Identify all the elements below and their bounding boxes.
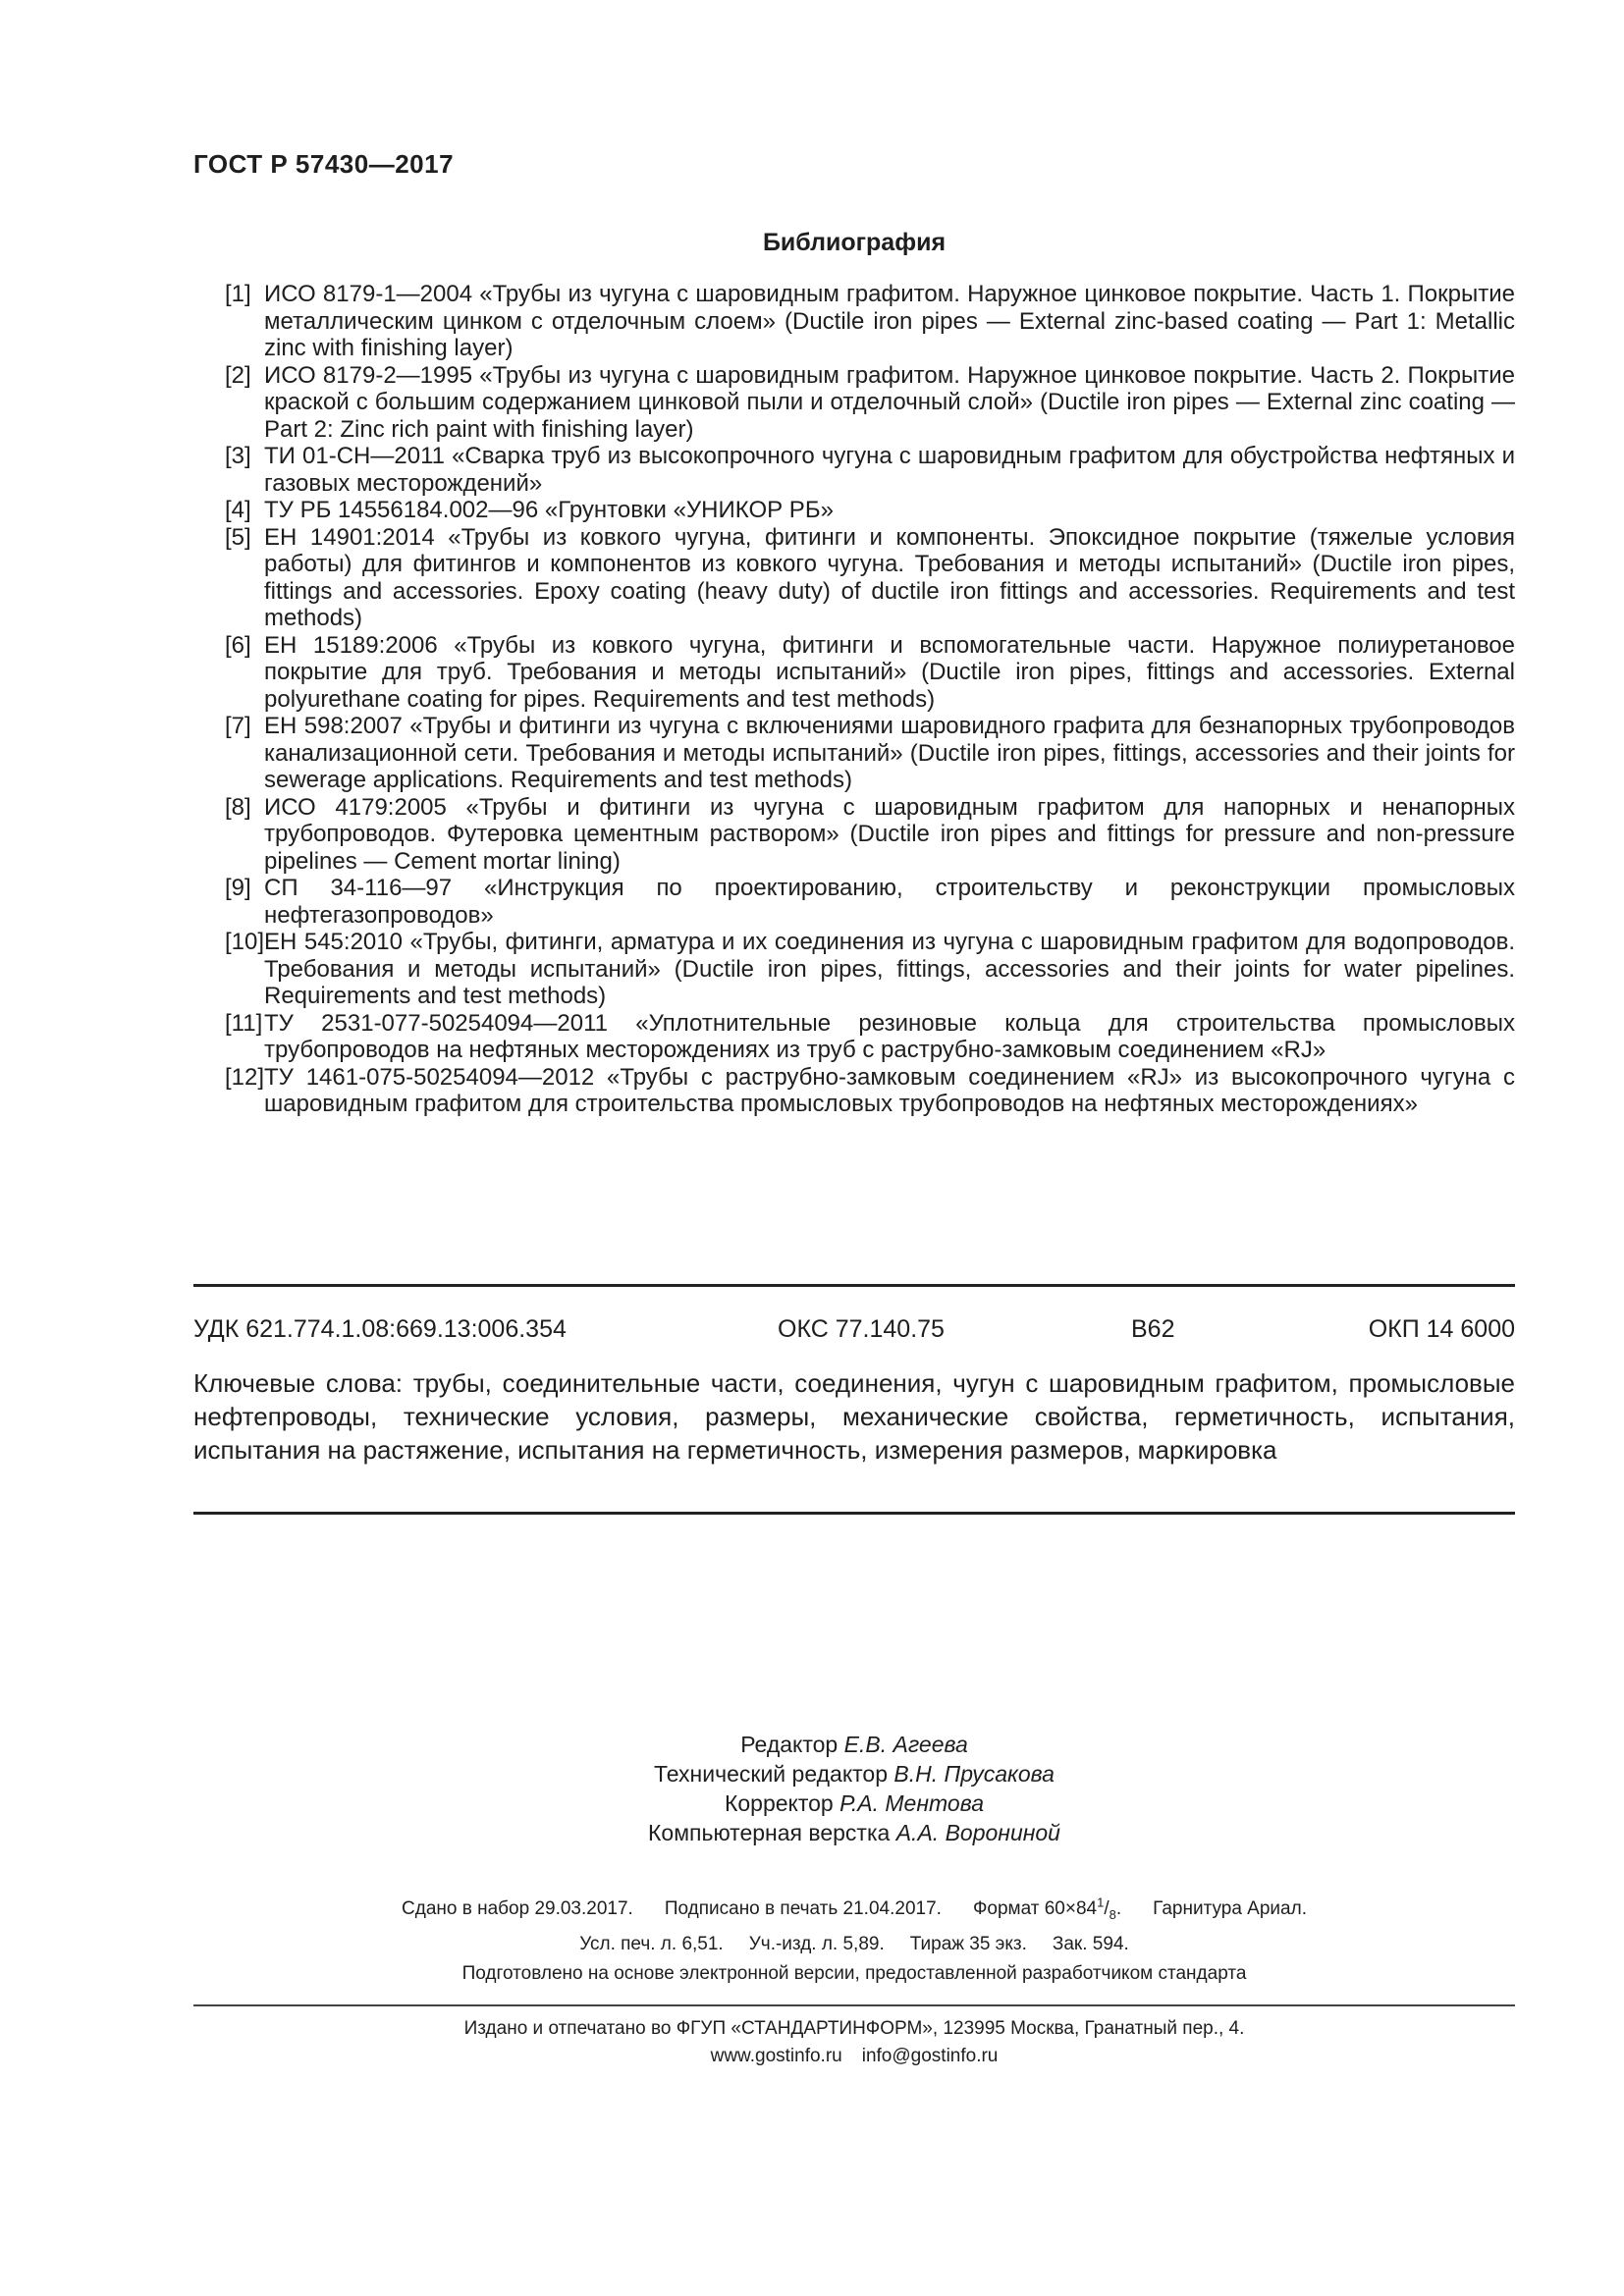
bibliography-entry [193,524,1515,632]
divider-top [193,1284,1515,1287]
keywords: Ключевые слова: трубы, соединительные части, соединения, чугун с шаровидным графитом, промысловые нефтепроводы, технические условия, размеры, механические свойства, герметичность, испытания, испытания на растяжение, испытания на герметичность, измерения размеров, маркировка [193,1368,1515,1465]
pub-sheets: Уч.-изд. л. 5,89. [748,1934,885,1955]
entry-text: ЕН 598:2007 «Трубы и фитинги из чугуна с включениями шаровидного графита для безнапорных трубопроводов канализационной сети. Требования и методы испытаний» (Ductile iron pipes, fittings, accessories and their joints for sewerage applications. Requirements and test methods) [264,713,1515,793]
entry-number: [3] [225,443,251,469]
entry-number: [6] [225,631,251,659]
imprint-line-1 [0,1889,1624,1930]
entry-text: ТУ 2531-077-50254094—2011 «Уплотнительные резиновые кольца для строительства промысловых трубопроводов на нефтяных месторождениях из труб с раструбно-замковым соединением «RJ» [264,1009,1515,1063]
website-link[interactable]: www.gostinfo.ru [710,2046,842,2066]
entry-number: [5] [225,523,251,551]
entry-text: ИСО 4179:2005 «Трубы и фитинги из чугуна с шаровидным графитом для напорных и ненапорных трубопроводов. Футеровка цементным раствором» (Ductile iron pipes and fittings for pressure and non-pressure pipelines — Cement mortar lining) [264,793,1515,875]
submitted-date: Сдано в набор 29.03.2017. [402,1898,633,1920]
publisher-info [0,2015,1624,2070]
circulation: Тираж 35 экз. [909,1934,1027,1955]
udk-code: УДК 621.774.1.08:669.13:006.354 [193,1315,567,1343]
entry-text: ТУ 1461-075-50254094—2012 «Трубы с раструбно-замковым соединением «RJ» из высокопрочного чугуна с шаровидным графитом для строительства промысловых трубопроводов на нефтяных месторождениях» [264,1063,1515,1117]
bibliography-entry [193,497,1515,524]
bibliography-list [193,281,1515,1118]
entry-number: [2] [225,361,251,389]
publisher-line: Издано и отпечатано во ФГУП «СТАНДАРТИНФОРМ», 123995 Москва, Гранатный пер., 4. [463,2018,1245,2039]
entry-text: ЕН 14901:2014 «Трубы из ковкого чугуна, фитинги и компоненты. Эпоксидное покрытие (тяжелые условия работы) для фитингов и компонентов из ковкого чугуна. Требования и методы испытаний» (Ductile iron pipes, fittings and accessories. Epoxy coating (heavy duty) of ductile iron fittings and accessories. Requirements and test methods) [264,523,1515,631]
entry-number: [1] [225,281,251,307]
entry-number: [12] [225,1063,265,1091]
okp-code: ОКП 14 6000 [1368,1315,1515,1343]
imprint-note: Подготовлено на основе электронной версии, предоставленной разработчиком стандарта [461,1963,1247,1985]
bibliography-entry [193,875,1515,929]
imprint [0,1889,1624,1989]
format: Формат $60\times 84^1/_8$. [972,1896,1122,1923]
layout-line: Компьютерная верстка А.А. Ворониной [648,1820,1060,1845]
bibliography-entry [193,443,1515,497]
entry-number: [7] [225,713,251,739]
entry-text: ТИ 01-СН—2011 «Сварка труб из высокопрочного чугуна с шаровидным графитом для обустройства нефтяных и газовых месторождений» [264,443,1515,497]
bibliography-entry [193,929,1515,1010]
bibliography-entry [193,713,1515,794]
entry-number: [9] [225,875,251,901]
divider-bottom [193,1512,1515,1515]
standard-code: ГОСТ Р 57430—2017 [193,149,455,179]
entry-text: СП 34-116—97 «Инструкция по проектированию, строительству и реконструкции промысловых нефтегазопроводов» [264,875,1515,929]
bibliography-entry [193,1064,1515,1118]
bibliography-entry [193,362,1515,444]
entry-number: [8] [225,793,251,821]
proofreader-line: Корректор Р.А. Ментова [724,1790,984,1816]
entry-number: [11] [225,1009,263,1037]
bibliography-title: Библиография [762,229,947,256]
entry-number: [4] [225,497,251,523]
imprint-line-2 [0,1930,1624,1959]
category-code: В62 [1131,1315,1175,1343]
publisher-contacts [0,2043,1624,2070]
email-link[interactable]: info@gostinfo.ru [861,2046,999,2066]
print-sheets: Усл. печ. л. 6,51. [579,1934,724,1955]
bibliography-entry [193,794,1515,876]
entry-text: ЕН 15189:2006 «Трубы из ковкого чугуна, фитинги и вспомогательные части. Наружное полиуретановое покрытие для труб. Требования и методы испытаний» (Ductile iron pipes, fittings and accessories. External polyurethane coating for pipes. Requirements and test methods) [264,631,1515,713]
typeface: Гарнитура Ариал. [1153,1898,1307,1920]
signed-date: Подписано в печать 21.04.2017. [664,1898,942,1920]
oks-code: ОКС 77.140.75 [778,1315,945,1343]
entry-text: ТУ РБ 14556184.002—96 «Грунтовки «УНИКОР РБ» [264,497,834,523]
entry-number: [10] [225,929,265,955]
entry-text: ИСО 8179-1—2004 «Трубы из чугуна с шаровидным графитом. Наружное цинковое покрытие. Часть 1. Покрытие металлическим цинком с отделочным слоем» (Ductile iron pipes — External zinc-based coating — Part 1: Metallic zinc with finishing layer) [264,281,1515,361]
divider-publisher [193,2004,1515,2006]
bibliography-entry [193,281,1515,362]
bibliography-entry [193,632,1515,714]
classification-row [193,1315,1515,1347]
order-number: Зак. 594. [1052,1934,1129,1955]
bibliography-entry [193,1010,1515,1064]
entry-text: ИСО 8179-2—1995 «Трубы из чугуна с шаровидным графитом. Наружное цинковое покрытие. Часть 2. Покрытие краской с большим содержанием цинковой пыли и отделочный слой» (Ductile iron pipes — External zinc coating — Part 2: Zinc rich paint with finishing layer) [264,361,1515,443]
tech-editor-line: Технический редактор В.Н. Прусакова [654,1761,1055,1787]
editor-line: Редактор Е.В. Агеева [740,1732,968,1757]
entry-text: ЕН 545:2010 «Трубы, фитинги, арматура и их соединения из чугуна с шаровидным графитом для водопроводов. Требования и методы испытаний» (Ductile iron pipes, fittings, accessories and their joints for water pipelines. Requirements and test methods) [264,929,1515,1009]
staff-credits [0,1730,1624,1847]
